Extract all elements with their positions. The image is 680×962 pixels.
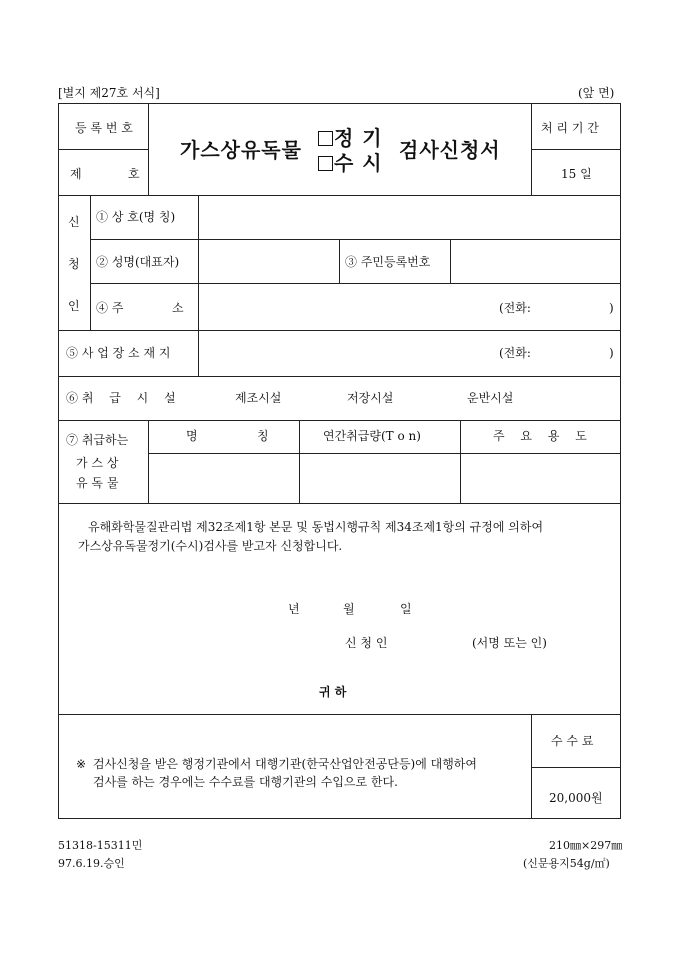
applicant-group-label-3: 인 xyxy=(68,299,80,313)
applicant-group-label-1: 신 xyxy=(68,215,80,229)
handled-gas-label-line1: ⑦ 취급하는 xyxy=(66,433,129,447)
business-site-phone-label: (전화: xyxy=(499,346,531,360)
divider xyxy=(148,453,621,454)
date-day: 일 xyxy=(400,602,412,616)
note-mark: ※ xyxy=(76,757,87,771)
registration-number-suffix: 호 xyxy=(128,167,140,181)
checkbox-icon[interactable] xyxy=(318,131,333,146)
divider xyxy=(90,195,91,330)
resident-number-label: ③ 주민등록번호 xyxy=(345,255,431,269)
processing-period-value: 15 일 xyxy=(561,167,592,181)
handled-gas-label-line2: 가 스 상 xyxy=(76,456,119,470)
divider xyxy=(450,239,451,283)
form-title-prefix: 가스상유독물 xyxy=(180,138,302,162)
applicant-sign-label: 신 청 인 xyxy=(345,636,388,650)
divider xyxy=(339,239,340,283)
divider xyxy=(148,103,149,195)
divider xyxy=(58,376,621,377)
divider xyxy=(531,714,532,819)
declaration-line-2: 가스상유독물정기(수시)검사를 받고자 신청합니다. xyxy=(78,539,343,553)
divider xyxy=(531,103,532,195)
fee-label: 수 수 료 xyxy=(551,734,594,748)
divider xyxy=(90,283,621,284)
signature-label: (서명 또는 인) xyxy=(472,636,547,650)
facility-option-storage[interactable]: 저장시설 xyxy=(347,391,394,405)
divider xyxy=(58,714,621,715)
divider xyxy=(531,149,621,150)
column-main-use: 주 요 용 도 xyxy=(493,429,587,443)
option-regular[interactable] xyxy=(318,128,383,148)
option-regular-label: 정 기 xyxy=(334,126,383,150)
divider xyxy=(531,767,621,768)
fee-note-line-2: 검사를 하는 경우에는 수수료를 대행기관의 수입으로 한다. xyxy=(93,775,398,789)
column-annual-amount: 연간취급량(T o n) xyxy=(323,429,421,443)
facility-option-manufacturing[interactable]: 제조시설 xyxy=(235,391,282,405)
option-occasional-label: 수 시 xyxy=(334,151,383,175)
address-label-end: 소 xyxy=(172,301,184,315)
divider xyxy=(58,420,621,421)
divider xyxy=(58,330,621,331)
representative-label: ② 성명(대표자) xyxy=(96,255,180,269)
paper-size: 210㎜×297㎜ xyxy=(549,839,623,852)
company-name-label: ① 상 호(명 칭) xyxy=(96,210,176,224)
handled-gas-label-line3: 유 독 물 xyxy=(76,476,119,490)
facility-option-transport[interactable]: 운반시설 xyxy=(467,391,514,405)
registration-number-label: 등 록 번 호 xyxy=(75,121,133,135)
divider xyxy=(198,195,199,376)
column-name-a: 명 xyxy=(186,429,198,443)
option-occasional[interactable] xyxy=(318,153,383,173)
divider xyxy=(58,503,621,504)
page-side-label: (앞 면) xyxy=(578,86,615,100)
registration-number-prefix: 제 xyxy=(70,167,82,181)
divider xyxy=(460,420,461,503)
address-label: ④ 주 xyxy=(96,301,124,315)
divider xyxy=(299,420,300,503)
divider xyxy=(148,420,149,503)
date-month: 월 xyxy=(343,602,355,616)
divider xyxy=(90,239,621,240)
processing-period-label: 처 리 기 간 xyxy=(541,121,599,135)
paper-type: (신문용지54g/㎡) xyxy=(523,857,610,870)
addressee: 귀 하 xyxy=(319,685,347,699)
declaration-line-1: 유해화학물질관리법 제32조제1항 본문 및 동법시행규칙 제34조제1항의 규정에 의하여 xyxy=(88,520,544,534)
approval-date: 97.6.19.승인 xyxy=(58,857,125,870)
applicant-phone-label: (전화: xyxy=(499,301,531,315)
form-code: 51318-15311민 xyxy=(58,839,143,852)
business-site-label: ⑤ 사 업 장 소 재 지 xyxy=(66,346,171,360)
checkbox-icon[interactable] xyxy=(318,156,333,171)
facility-label: ⑥ 취 급 시 설 xyxy=(66,391,176,405)
date-year: 년 xyxy=(288,602,300,616)
divider xyxy=(58,195,621,196)
divider xyxy=(58,149,148,150)
business-site-phone-close: ) xyxy=(609,346,614,360)
form-number: [별지 제27호 서식] xyxy=(58,86,160,100)
applicant-group-label-2: 청 xyxy=(68,257,80,271)
fee-amount: 20,000원 xyxy=(549,791,603,805)
column-name-b: 칭 xyxy=(257,429,269,443)
form-title-suffix: 검사신청서 xyxy=(399,138,501,162)
fee-note-line-1: 검사신청을 받은 행정기관에서 대행기관(한국산업안전공단등)에 대행하여 xyxy=(93,757,477,771)
applicant-phone-close: ) xyxy=(609,301,614,315)
